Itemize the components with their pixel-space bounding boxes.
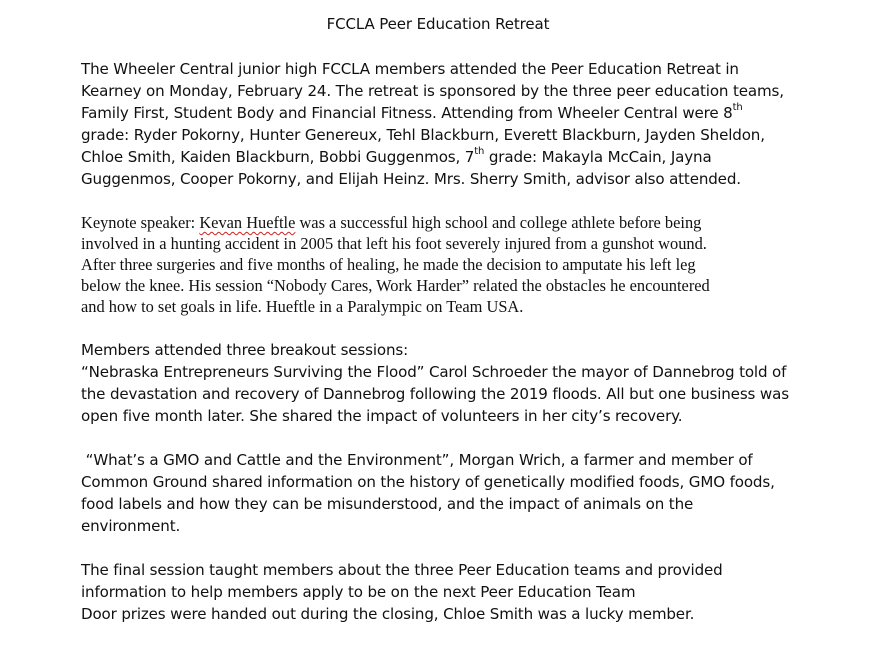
text-line: “Nebraska Entrepreneurs Surviving the Flood” Carol Schroeder the mayor of Dannebrog told of [81, 363, 787, 381]
text-line: food labels and how they can be misunderstood, and the impact of animals on the [81, 495, 694, 513]
text-line: and how to set goals in life. Hueftle in a Paralympic on Team USA. [81, 297, 524, 316]
text-line: The Wheeler Central junior high FCCLA members attended the Peer Education Retreat in [81, 60, 739, 78]
document-title: FCCLA Peer Education Retreat [326, 15, 550, 33]
text-run: was a successful high school and college athlete before being [295, 213, 702, 232]
text-line [81, 102, 801, 124]
text-line: open five month later. She shared the impact of volunteers in her city’s recovery. [81, 407, 683, 425]
text-line: Door prizes were handed out during the closing, Chloe Smith was a lucky member. [81, 605, 695, 623]
text-line: environment. [81, 517, 181, 535]
text-line: Common Ground shared information on the history of genetically modified foods, GMO foods, [81, 473, 775, 491]
superscript: th [474, 145, 485, 157]
text-line: After three surgeries and five months of healing, he made the decision to amputate his left leg [81, 255, 696, 274]
text-line [81, 146, 801, 168]
text-run: grade: Makayla McCain, Jayna [484, 148, 712, 166]
attendance-paragraph [81, 58, 801, 190]
text-line: The final session taught members about the three Peer Education teams and provided [81, 561, 723, 579]
text-line: “What’s a GMO and Cattle and the Environment”, Morgan Wrich, a farmer and member of [81, 451, 753, 469]
text-line: Kearney on Monday, February 24. The retreat is sponsored by the three peer education teams, [81, 82, 784, 100]
superscript: th [732, 101, 743, 113]
final-session-paragraph [81, 559, 801, 625]
text-line [81, 212, 801, 233]
text-line: Guggenmos, Cooper Pokorny, and Elijah Heinz. Mrs. Sherry Smith, advisor also attended. [81, 170, 741, 188]
text-run: Chloe Smith, Kaiden Blackburn, Bobbi Guggenmos, 7 [81, 148, 475, 166]
text-run: Family First, Student Body and Financial Fitness. Attending from Wheeler Central were 8 [81, 104, 733, 122]
gmo-session-paragraph [81, 449, 801, 537]
text-line: involved in a hunting accident in 2005 that left his foot severely injured from a gunshot wound. [81, 234, 707, 253]
text-line: the devastation and recovery of Dannebrog following the 2019 floods. All but one business was [81, 385, 789, 403]
text-line: Members attended three breakout sessions: [81, 341, 409, 359]
text-line: information to help members apply to be on the next Peer Education Team [81, 583, 636, 601]
spellcheck-flagged-name: Kevan Hueftle [199, 213, 296, 232]
text-run: Keynote speaker: [81, 213, 200, 232]
text-line: grade: Ryder Pokorny, Hunter Genereux, Tehl Blackburn, Everett Blackburn, Jayden Sheldon, [81, 126, 765, 144]
keynote-paragraph [81, 212, 801, 317]
breakout-sessions-paragraph [81, 339, 801, 427]
text-line: below the knee. His session “Nobody Cares, Work Harder” related the obstacles he encountered [81, 276, 710, 295]
